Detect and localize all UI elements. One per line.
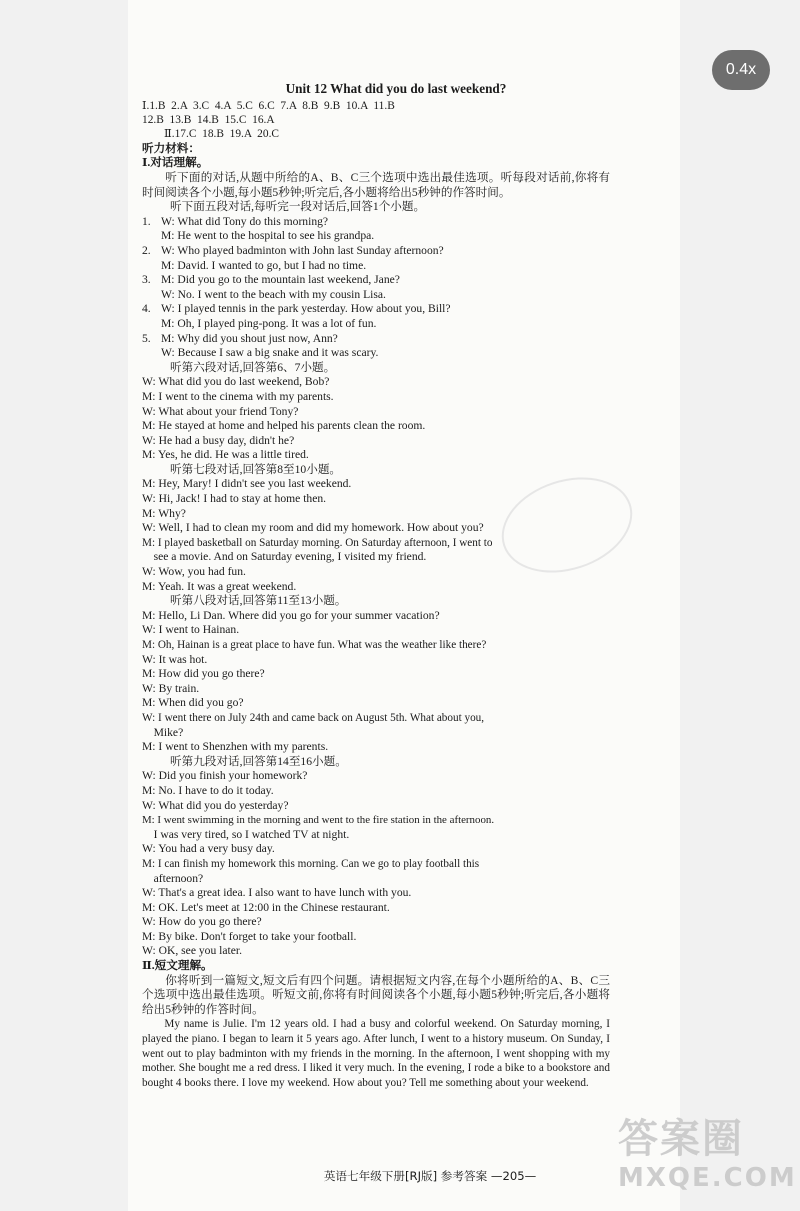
section-2-heading: Ⅱ.短文理解。	[142, 959, 213, 973]
dialog-9-instructions: 听第九段对话,回答第14至16小题。	[170, 754, 347, 768]
dialog-line: M: I went swimming in the morning and went to the fire station in the afternoon.	[142, 814, 495, 827]
dialog-9	[142, 769, 610, 959]
dialog-item: 4. W: I played tennis in the park yesterday. How about you, Bill?	[142, 302, 451, 316]
dialog-line: M: I can finish my homework this morning. Can we go to play football this	[142, 857, 480, 870]
page-footer: 英语七年级下册[RJ版] 参考答案 —205—	[323, 1169, 537, 1183]
dialog-line: W: I went to Hainan.	[142, 623, 240, 637]
dialog-line: W: Hi, Jack! I had to stay at home then.	[142, 492, 327, 506]
dialog-7	[142, 477, 610, 594]
dialog-line: W: Did you finish your homework?	[142, 769, 308, 783]
watermark-url-text: MXQE.COM	[618, 1163, 797, 1193]
site-watermark	[618, 1115, 797, 1207]
dialog-line: W: Well, I had to clean my room and did my homework. How about you?	[142, 521, 484, 535]
dialog-line: M: When did you go?	[142, 696, 244, 710]
dialog-7-instructions: 听第七段对话,回答第8至10小题。	[170, 462, 342, 476]
dialog-6	[142, 375, 610, 463]
dialog-line: M: No. I have to do it today.	[142, 783, 274, 797]
dialog-line: W: Wow, you had fun.	[142, 565, 246, 579]
dialog-8-instructions: 听第八段对话,回答第11至13小题。	[170, 594, 347, 608]
dialog-line: M: Yeah. It was a great weekend.	[142, 579, 297, 593]
section-2-instructions: 你将听到一篇短文,短文后有四个问题。请根据短文内容,在每个小题所给的A、B、C三个选项中选出最佳选项。听短文前,你将有时间阅读各个小题,每小题5秒钟;听完后,各小题将给出5秒钟的作答时间。	[142, 973, 610, 1016]
dialog-line: M: I went to Shenzhen with my parents.	[142, 740, 329, 754]
dialog-line: M: How did you go there?	[142, 667, 265, 681]
dialog-line: W: Because I saw a big snake and it was scary.	[161, 346, 379, 360]
answer-line: 12.B 13.B 14.B 15.C 16.A	[142, 114, 275, 126]
dialog-line: M: Oh, I played ping-pong. It was a lot of fun.	[161, 316, 377, 330]
dialog-line: M: Hey, Mary! I didn't see you last weekend.	[142, 477, 352, 491]
dialog-line: W: I went there on July 24th and came back on August 5th. What about you,	[142, 711, 485, 724]
listening-material-heading: 听力材料：	[142, 141, 200, 155]
dialog-line: W: You had a very busy day.	[142, 842, 275, 856]
dialog-line: W: What did you do yesterday?	[142, 798, 289, 812]
section-1-instructions: 听下面的对话,从题中所给的A、B、C三个选项中选出最佳选项。听每段对话前,你将有时间阅读各个小题,每小题5秒钟;听完后,各小题将给出5秒钟的作答时间。	[142, 171, 610, 199]
passage-text: My name is Julie. I'm 12 years old. I had a busy and colorful weekend. On Saturday morning, I played the piano. I began to learn it 5 years ago. After lunch, I went to a history museum. On Sunday, I went out to play badminton with my friends in the morning. In the afternoon, I went shopping with my mother. She bought me a red dress. I liked it very much. In the evening, I rode a bike to a bookstore and bought 4 books there. I love my weekend. How about you? Tell me something about your weekend.	[142, 1018, 610, 1089]
dialog-line: M: Hello, Li Dan. Where did you go for your summer vacation?	[142, 608, 440, 622]
answer-key	[142, 99, 610, 142]
dialog-item: 5. M: Why did you shout just now, Ann?	[142, 331, 338, 345]
dialog-line: W: OK, see you later.	[142, 944, 243, 958]
dialog-line: W: It was hot.	[142, 652, 208, 666]
dialog-line: I was very tired, so I watched TV at night.	[142, 827, 350, 841]
dialog-item: 1. W: What did Tony do this morning?	[142, 214, 329, 228]
dialog-line: W: What did you do last weekend, Bob?	[142, 375, 330, 389]
dialog-line: W: He had a busy day, didn't he?	[142, 433, 295, 447]
dialog-item: 3. M: Did you go to the mountain last weekend, Jane?	[142, 273, 400, 287]
dialog-line: W: How do you go there?	[142, 915, 262, 929]
dialog-line: W: No. I went to the beach with my cousin Lisa.	[161, 287, 386, 301]
dialog-line: M: OK. Let's meet at 12:00 in the Chinese restaurant.	[142, 900, 390, 914]
dialog-line: M: I played basketball on Saturday morning. On Saturday afternoon, I went to	[142, 536, 493, 549]
answer-content	[142, 82, 610, 1090]
dialog-line: W: What about your friend Tony?	[142, 404, 299, 418]
dialog-line: M: He stayed at home and helped his parents clean the room.	[142, 419, 426, 433]
dialog-6-instructions: 听第六段对话,回答第6、7小题。	[170, 360, 336, 374]
dialog-line: M: By bike. Don't forget to take your football.	[142, 929, 357, 943]
part-a-instructions: 听下面五段对话,每听完一段对话后,回答1个小题。	[170, 200, 426, 214]
answer-line: Ⅱ.17.C 18.B 19.A 20.C	[164, 128, 280, 141]
dialog-line: Mike?	[142, 725, 184, 739]
dialog-line: W: By train.	[142, 681, 200, 695]
dialog-line: M: Why?	[142, 506, 186, 520]
dialog-line: W: That's a great idea. I also want to have lunch with you.	[142, 886, 412, 900]
zoom-level-badge[interactable]: 0.4x	[712, 50, 770, 90]
dialog-line: see a movie. And on Saturday evening, I visited my friend.	[142, 550, 427, 564]
dialog-line: afternoon?	[142, 871, 204, 885]
unit-title: Unit 12 What did you do last weekend?	[285, 81, 507, 96]
short-dialogs	[142, 215, 610, 361]
dialog-item: 2. W: Who played badminton with John last Sunday afternoon?	[142, 243, 444, 257]
dialog-line: M: David. I wanted to go, but I had no time.	[161, 258, 367, 272]
dialog-8	[142, 609, 610, 755]
dialog-line: M: He went to the hospital to see his grandpa.	[161, 229, 375, 243]
answer-line: Ⅰ.1.B 2.A 3.C 4.A 5.C 6.C 7.A 8.B 9.B 10.A 11.B	[142, 99, 395, 112]
section-1-heading: Ⅰ.对话理解。	[142, 156, 209, 170]
watermark-logo-text: 答案圈	[618, 1116, 744, 1162]
dialog-line: M: I went to the cinema with my parents.	[142, 389, 334, 403]
dialog-line: M: Oh, Hainan is a great place to have fun. What was the weather like there?	[142, 639, 487, 651]
dialog-line: M: Yes, he did. He was a little tired.	[142, 448, 309, 462]
